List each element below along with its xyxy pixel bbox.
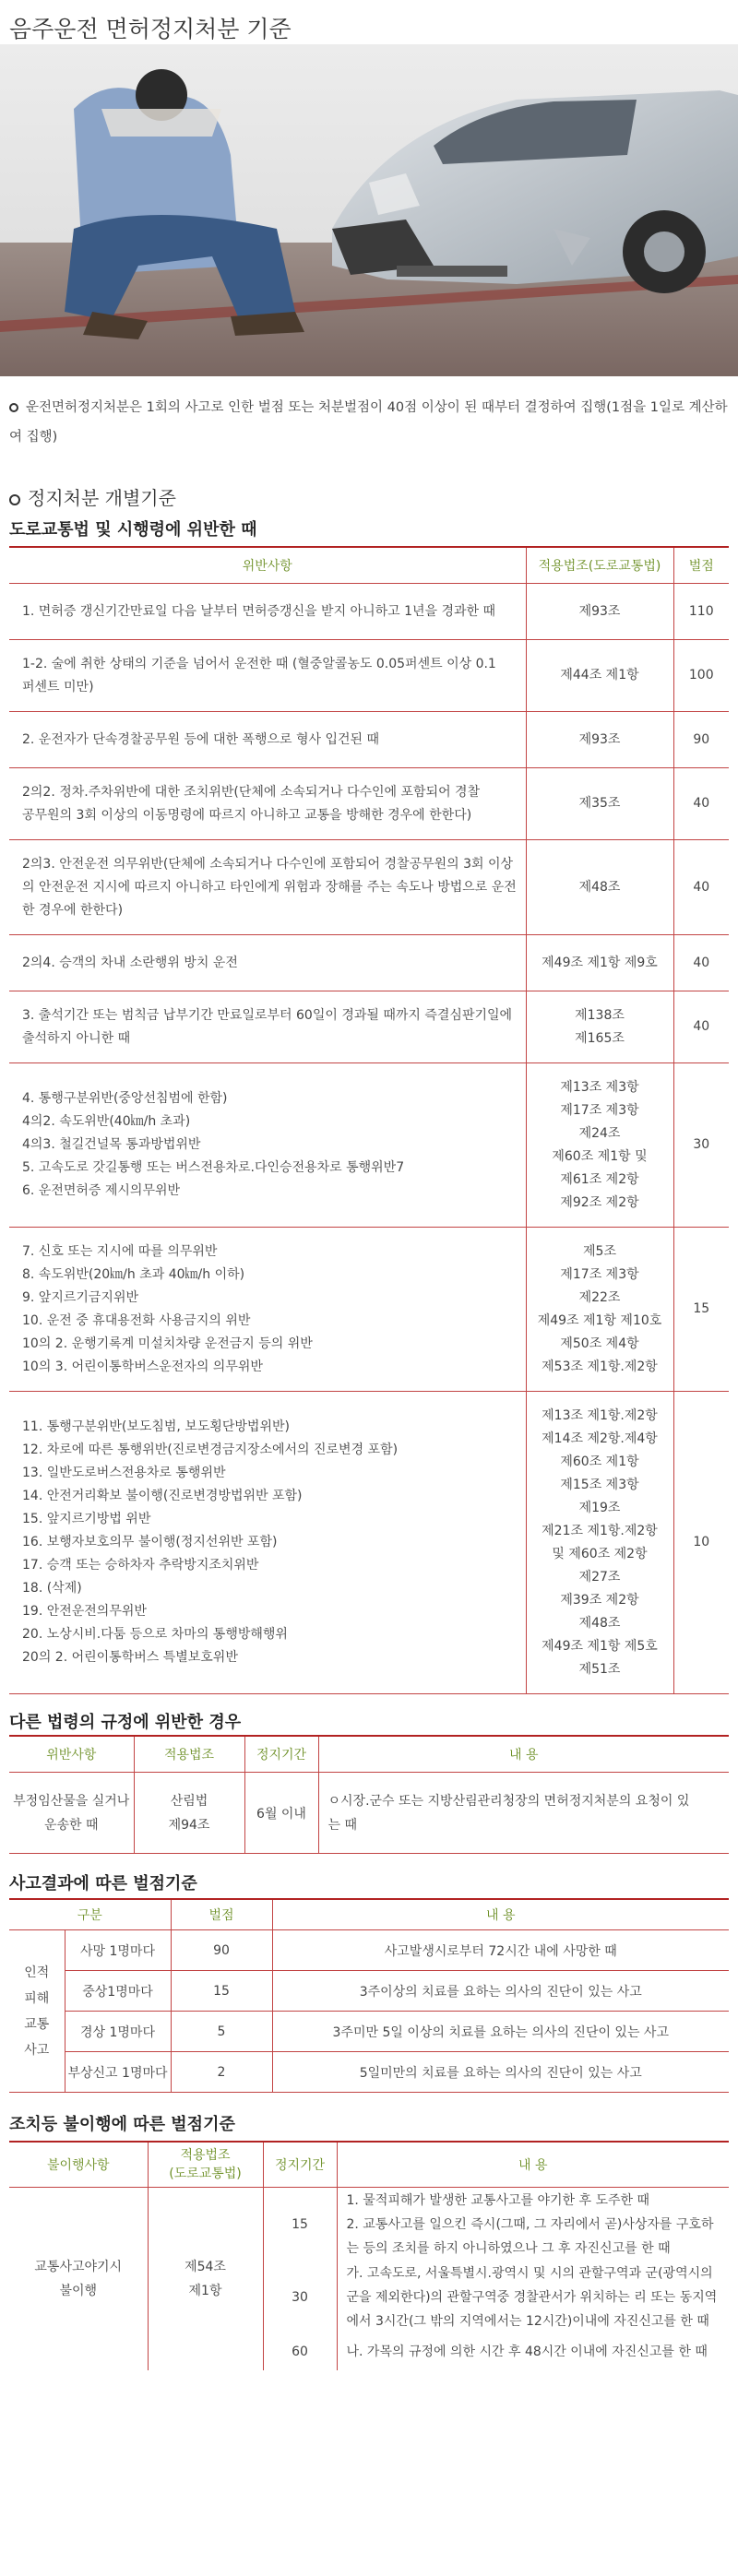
violation-line: 17. 승객 또는 승하차자 추락방지조치위반 <box>22 1558 259 1573</box>
violation-line: 9. 앞지르기금지위반 <box>22 1289 138 1305</box>
violation-line: 2. 운전자가 단속경찰공무원 등에 대한 폭행으로 형사 입건된 때 <box>22 731 380 747</box>
accident-photo-illustration <box>0 44 738 376</box>
header-points: 벌점 <box>171 1899 272 1930</box>
row-points: 2 <box>171 2052 272 2093</box>
row-points: 40 <box>673 991 729 1063</box>
law-line: 제60조 제1항 <box>560 1454 639 1469</box>
intro-paragraph: 운전면허정지처분은 1회의 사고로 인한 벌점 또는 처분벌점이 40점 이상이 된 때부터 결정하여 집행(1점을 1일로 계산하여 집행) <box>9 400 728 445</box>
header-violation: 위반사항 <box>9 547 526 584</box>
header-type: 구분 <box>9 1899 171 1930</box>
row-content: 3주미만 5일 이상의 치료를 요하는 의사의 진단이 있는 사고 <box>272 2012 729 2052</box>
violation-line: 한 경우에 한한다) <box>22 902 124 918</box>
law-line: 제13조 제1항.제2항 <box>542 1407 658 1423</box>
row-points: 40 <box>673 935 729 991</box>
law-line: 제49조 제1항 제5호 <box>542 1638 658 1654</box>
law-line: 제19조 <box>578 1500 621 1515</box>
row-violation <box>9 1228 526 1392</box>
row-violation <box>9 935 526 991</box>
law-line: 제49조 제1항 제9호 <box>542 955 658 970</box>
subheading-text: 정지처분 개별기준 <box>28 487 176 509</box>
violation-line: 퍼센트 미만) <box>22 679 94 694</box>
violation-line: 13. 일반도로버스전용차로 통행위반 <box>22 1466 226 1480</box>
row-type: 경상 1명마다 <box>65 2012 171 2052</box>
row-points: 10 <box>673 1392 729 1694</box>
content-line: 1. 물적피해가 발생한 교통사고를 야기한 후 도주한 때 <box>346 2192 650 2208</box>
group-label-line: 교통 <box>24 2016 50 2032</box>
table-row <box>9 2188 729 2261</box>
law-line: 제60조 제1항 및 <box>552 1148 648 1164</box>
header-content: 내 용 <box>337 2142 729 2188</box>
violation-line: 14. 안전거리확보 불이행(진로변경방법위반 포함) <box>22 1489 303 1503</box>
law-line: 제48조 <box>578 879 621 895</box>
law-line: 제50조 제4항 <box>560 1335 639 1351</box>
law-line: 제93조 <box>578 731 621 747</box>
row-type: 사망 1명마다 <box>65 1930 171 1971</box>
section1-heading: 도로교통법 및 시행령에 위반한 때 <box>9 520 257 540</box>
law-line: 제24조 <box>578 1125 621 1141</box>
row-content <box>318 1773 729 1854</box>
non-compliance-table <box>9 2141 729 2370</box>
table-header-row <box>9 547 729 584</box>
law-line: 제17조 제3항 <box>560 1102 639 1118</box>
table-row <box>9 935 729 991</box>
table-row <box>9 1971 729 2012</box>
law-line: 제22조 <box>578 1289 621 1305</box>
violation-line: 1-2. 술에 취한 상태의 기준을 넘어서 운전한 때 (혈중알콜농도 0.05퍼센트 이상 0.1 <box>22 656 496 671</box>
group-label-line: 피해 <box>24 1990 50 2006</box>
table-row <box>9 840 729 935</box>
row-law <box>526 640 673 712</box>
violation-line: 2의4. 승객의 차내 소란행위 방치 운전 <box>22 955 238 970</box>
row-law <box>526 935 673 991</box>
violation-line: 2의3. 안전운전 의무위반(단체에 소속되거나 다수인에 포함되어 경찰공무원의 3회 이상 <box>22 856 514 872</box>
law-line: 제5조 <box>583 1243 616 1259</box>
violation-line: 4. 통행구분위반(중앙선침범에 한함) <box>22 1091 228 1106</box>
law-line: 및 제60조 제2항 <box>552 1546 648 1561</box>
violation-line: 1. 면허증 갱신기간만료일 다음 날부터 면허증갱신을 받지 아니하고 1년을 경과한 때 <box>22 603 496 619</box>
violation-line: 18. (삭제) <box>22 1581 82 1596</box>
row-law <box>526 1063 673 1228</box>
law-line: 제14조 제2항.제4항 <box>542 1430 658 1446</box>
violation-table <box>9 546 729 1694</box>
law-line: 제92조 제2항 <box>560 1194 639 1210</box>
header-period: 정지기간 <box>263 2142 337 2188</box>
section4-heading: 조치등 불이행에 따른 벌점기준 <box>9 2115 235 2134</box>
row-period: 60 <box>263 2333 337 2370</box>
law-line: 제53조 제1항.제2항 <box>542 1359 658 1374</box>
table-row <box>9 1228 729 1392</box>
header-points: 벌점 <box>673 547 729 584</box>
row-type: 중상1명마다 <box>65 1971 171 2012</box>
row-law <box>526 768 673 840</box>
violation-line: 12. 차로에 따른 통행위반(진로변경금지장소에서의 진로변경 포함) <box>22 1442 399 1457</box>
law-line: 제15조 제3항 <box>560 1477 639 1492</box>
row-violation <box>9 768 526 840</box>
content-line: 는 때 <box>327 1817 357 1833</box>
row-points: 90 <box>171 1930 272 1971</box>
row-points: 5 <box>171 2012 272 2052</box>
law-line: 제94조 <box>168 1817 210 1833</box>
row-type: 부상신고 1명마다 <box>65 2052 171 2093</box>
row-points: 15 <box>171 1971 272 2012</box>
table-row <box>9 1773 729 1854</box>
table-row <box>9 1392 729 1694</box>
law-line: 제93조 <box>578 603 621 619</box>
law-line: 제165조 <box>575 1030 625 1046</box>
violation-line: 공무원의 3회 이상의 이동명령에 따르지 아니하고 교통을 방해한 경우에 한한다) <box>22 807 472 823</box>
content-line: 군을 제외한다)의 관할구역중 경찰관서가 위치하는 리 또는 동지역 <box>346 2289 718 2305</box>
violation-line: 20의 2. 어린이통학버스 특별보호위반 <box>22 1650 238 1665</box>
row-violation <box>9 584 526 640</box>
table-header-row <box>9 1899 729 1930</box>
row-violation <box>9 840 526 935</box>
accident-photo <box>0 44 738 376</box>
group-label <box>9 1930 65 2093</box>
section2-heading: 다른 법령의 규정에 위반한 경우 <box>9 1713 242 1732</box>
law-line: 제44조 제1항 <box>560 668 639 683</box>
header-law <box>148 2142 263 2188</box>
row-points: 30 <box>673 1063 729 1228</box>
row-points: 15 <box>673 1228 729 1392</box>
law-line: 제48조 <box>578 1615 621 1631</box>
law-line: 산림법 <box>170 1793 208 1809</box>
row-violation <box>9 640 526 712</box>
table-row <box>9 1930 729 1971</box>
violation-line: 15. 앞지르기방법 위반 <box>22 1512 151 1526</box>
table-row <box>9 712 729 768</box>
circle-bullet-icon <box>9 403 18 412</box>
row-content <box>337 2333 729 2370</box>
violation-line: 16. 보행자보호의무 불이행(정지선위반 포함) <box>22 1535 278 1549</box>
violation-line: 11. 통행구분위반(보도침범, 보도횡단방법위반) <box>22 1419 290 1434</box>
header-law: 적용법조 <box>134 1736 244 1773</box>
table-row <box>9 991 729 1063</box>
header-law: 적용법조(도로교통법) <box>526 547 673 584</box>
violation-line: 2의2. 정차.주차위반에 대한 조치위반(단체에 소속되거나 다수인에 포함되어 경찰 <box>22 784 481 800</box>
row-content <box>337 2261 729 2333</box>
law-line: 제21조 제1항.제2항 <box>542 1523 658 1538</box>
header-law-line: (도로교통법) <box>169 2166 242 2181</box>
row-content: 5일미만의 치료를 요하는 의사의 진단이 있는 사고 <box>272 2052 729 2093</box>
law-line: 제27조 <box>578 1569 621 1585</box>
accident-result-body <box>9 1930 729 2093</box>
violation-line: 20. 노상시비.다툼 등으로 차마의 통행방해행위 <box>22 1627 288 1642</box>
page-title: 음주운전 면허정지처분 기준 <box>9 16 292 42</box>
violation-table-body <box>9 584 729 1694</box>
row-points: 110 <box>673 584 729 640</box>
row-law <box>526 712 673 768</box>
header-content: 내 용 <box>272 1899 729 1930</box>
row-law <box>526 991 673 1063</box>
row-law <box>526 584 673 640</box>
violation-line: 7. 신호 또는 지시에 따를 의무위반 <box>22 1243 218 1259</box>
row-points: 40 <box>673 840 729 935</box>
row-violation <box>9 2188 148 2370</box>
law-line: 제39조 제2항 <box>560 1592 639 1608</box>
violation-line: 출석하지 아니한 때 <box>22 1030 131 1046</box>
row-law <box>148 2188 263 2370</box>
table-row <box>9 2012 729 2052</box>
table-row <box>9 640 729 712</box>
content-line: 나. 가목의 규정에 의한 시간 후 48시간 이내에 자진신고를 한 때 <box>346 2344 708 2359</box>
row-points: 40 <box>673 768 729 840</box>
header-content: 내 용 <box>318 1736 729 1773</box>
table-header-row <box>9 2142 729 2188</box>
row-law <box>134 1773 244 1854</box>
row-content <box>337 2188 729 2261</box>
row-points: 100 <box>673 640 729 712</box>
violation-line: 19. 안전운전의무위반 <box>22 1604 147 1619</box>
row-law <box>526 840 673 935</box>
law-line: 제13조 제3항 <box>560 1079 639 1095</box>
violation-line: 4의3. 철길건널목 통과방법위반 <box>22 1137 201 1152</box>
header-violation: 불이행사항 <box>9 2142 148 2188</box>
table-row <box>9 768 729 840</box>
law-line: 제49조 제1항 제10호 <box>537 1312 662 1328</box>
intro-text <box>0 376 738 465</box>
content-line: 가. 고속도로, 서울특별시.광역시 및 시의 관할구역과 군(광역시의 <box>346 2265 713 2281</box>
content-line: 는 등의 조치를 하지 아니하였으나 그 후 자진신고를 한 때 <box>346 2240 671 2256</box>
violation-line: 3. 출석기간 또는 범칙금 납부기간 만료일로부터 60일이 경과될 때까지 즉결심판기일에 <box>22 1007 513 1023</box>
violation-line: 10의 2. 운행기록계 미설치차량 운전금지 등의 위반 <box>22 1335 313 1351</box>
content-line: 에서 3시간(그 밖의 지역에서는 12시간)이내에 자진신고를 한 때 <box>346 2313 709 2329</box>
row-law <box>526 1228 673 1392</box>
law-line: 제138조 <box>575 1007 625 1023</box>
violation-line: 10의 3. 어린이통학버스운전자의 의무위반 <box>22 1359 263 1374</box>
violation-line: 교통사고야기시 <box>34 2259 123 2274</box>
row-violation <box>9 1392 526 1694</box>
violation-line: 8. 속도위반(20㎞/h 초과 40㎞/h 이하) <box>22 1266 245 1282</box>
table-header-row <box>9 1736 729 1773</box>
row-violation <box>9 712 526 768</box>
header-violation: 위반사항 <box>9 1736 134 1773</box>
row-content: 3주이상의 치료를 요하는 의사의 진단이 있는 사고 <box>272 1971 729 2012</box>
law-line: 제54조 <box>184 2259 226 2274</box>
row-violation <box>9 991 526 1063</box>
circle-bullet-icon <box>9 494 20 505</box>
other-law-table <box>9 1735 729 1854</box>
row-content: 사고발생시로부터 72시간 내에 사망한 때 <box>272 1930 729 1971</box>
violation-line: 부정임산물을 실거나 <box>13 1793 130 1809</box>
accident-result-table <box>9 1898 729 2093</box>
law-line: 제1항 <box>188 2283 222 2298</box>
table-row <box>9 2052 729 2093</box>
violation-line: 운송한 때 <box>43 1817 99 1833</box>
row-period: 15 <box>263 2188 337 2261</box>
row-period: 6월 이내 <box>244 1773 318 1854</box>
subheading <box>0 465 738 513</box>
content-line: 2. 교통사고를 일으킨 즉시(그때, 그 자리에서 곧)사상자를 구호하 <box>346 2216 714 2232</box>
violation-line: 10. 운전 중 휴대용전화 사용금지의 위반 <box>22 1312 251 1328</box>
group-label-line: 사고 <box>24 2042 50 2058</box>
row-violation <box>9 1773 134 1854</box>
group-label-line: 인적 <box>24 1965 50 1980</box>
violation-line: 불이행 <box>59 2283 98 2298</box>
law-line: 제51조 <box>578 1661 621 1677</box>
header-law-line: 적용법조 <box>180 2148 231 2163</box>
violation-line: 5. 고속도로 갓길통행 또는 버스전용차로.다인승전용차로 통행위반7 <box>22 1160 405 1175</box>
law-line: 제17조 제3항 <box>560 1266 639 1282</box>
table-row <box>9 1063 729 1228</box>
table-row <box>9 584 729 640</box>
row-violation <box>9 1063 526 1228</box>
content-line: ㅇ시장.군수 또는 지방산림관리청장의 면허정지처분의 요청이 있 <box>327 1793 690 1809</box>
violation-line: 6. 운전면허증 제시의무위반 <box>22 1183 181 1198</box>
row-law <box>526 1392 673 1694</box>
law-line: 제35조 <box>578 796 621 811</box>
header-period: 정지기간 <box>244 1736 318 1773</box>
row-points: 90 <box>673 712 729 768</box>
violation-line: 의 안전운전 지시에 따르지 아니하고 타인에게 위험과 장해를 주는 속도나 방법으로 운전 <box>22 879 517 895</box>
law-line: 제61조 제2항 <box>560 1171 639 1187</box>
row-period: 30 <box>263 2261 337 2333</box>
violation-line: 4의2. 속도위반(40㎞/h 초과) <box>22 1114 191 1129</box>
section3-heading: 사고결과에 따른 벌점기준 <box>9 1874 197 1893</box>
